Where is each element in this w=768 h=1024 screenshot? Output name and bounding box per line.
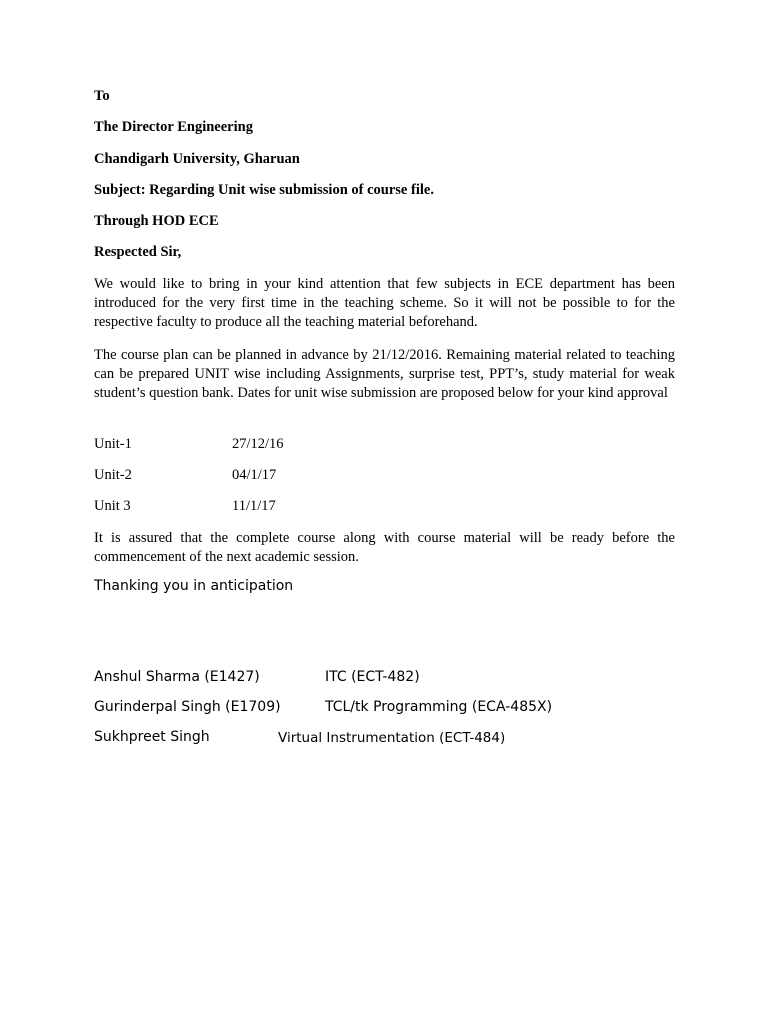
signatory-name: Sukhpreet Singh <box>94 729 210 745</box>
recipient-line: The Director Engineering <box>94 119 253 135</box>
subject-line: Subject: Regarding Unit wise submission of course file. <box>94 182 434 198</box>
institution-line: Chandigarh University, Gharuan <box>94 151 300 167</box>
unit-label: Unit-1 <box>94 436 132 452</box>
through-line: Through HOD ECE <box>94 213 219 229</box>
paragraph-course-plan: The course plan can be planned in advance by 21/12/2016. Remaining material related to teaching can be prepared UNIT wise including Assignments, surprise test, PPT’s, study material for weak student’s question bank. Dates for unit wise submission are proposed below for your kind approval <box>94 347 675 401</box>
signatory-course: TCL/tk Programming (ECA-485X) <box>325 699 553 715</box>
signatory-course: ITC (ECT-482) <box>325 669 420 685</box>
unit-label: Unit-2 <box>94 467 132 483</box>
paragraph-assurance: It is assured that the complete course along with course material will be ready before the commencement of the next academic session. <box>94 530 675 565</box>
signatory-name: Gurinderpal Singh (E1709) <box>94 699 281 715</box>
unit-date: 04/1/17 <box>232 467 277 483</box>
signatory-name: Anshul Sharma (E1427) <box>94 669 260 685</box>
salutation: Respected Sir, <box>94 244 182 260</box>
signatory-course: Virtual Instrumentation (ECT-484) <box>278 730 506 746</box>
unit-label: Unit 3 <box>94 498 131 514</box>
paragraph-intro: We would like to bring in your kind attention that few subjects in ECE department has been introduced for the very first time in the teaching scheme. So it will not be possible to for the respective faculty to produce all the teaching material beforehand. <box>94 276 675 330</box>
unit-date: 11/1/17 <box>232 498 276 514</box>
closing-line: Thanking you in anticipation <box>94 578 294 594</box>
unit-date: 27/12/16 <box>232 436 284 452</box>
to-line: To <box>94 88 110 104</box>
